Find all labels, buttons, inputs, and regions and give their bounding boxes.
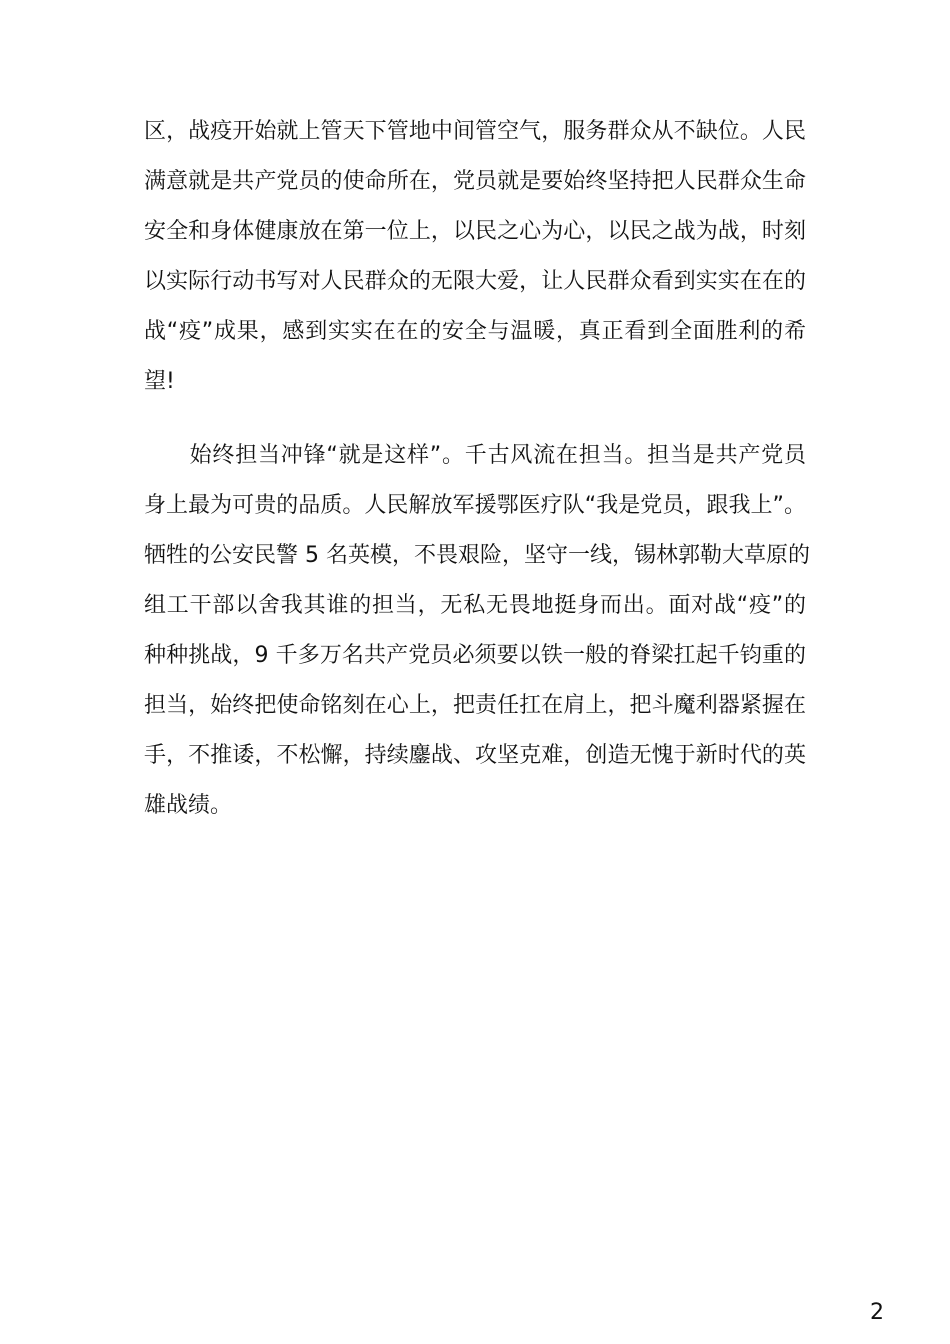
paragraph-1-line-5: 战“疫”成果，感到实实在在的安全与温暖，真正看到全面胜利的希 (144, 319, 806, 344)
paragraph-2-line-6: 担当，始终把使命铭刻在心上，把责任扛在肩上，把斗魔利器紧握在 (144, 693, 806, 718)
paragraph-1-line-1: 区，战疫开始就上管天下管地中间管空气，服务群众从不缺位。人民 (144, 119, 806, 144)
paragraph-2-line-5: 种种挑战，9 千多万名共产党员必须要以铁一般的脊梁扛起千钧重的 (144, 643, 806, 668)
paragraph-2-line-8: 雄战绩。 (144, 793, 233, 818)
paragraph-2-line-7: 手，不推诿，不松懈，持续鏖战、攻坚克难，创造无愧于新时代的英 (144, 743, 806, 768)
paragraph-2-line-2: 身上最为可贵的品质。人民解放军援鄂医疗队“我是党员，跟我上”。 (144, 493, 806, 518)
paragraph-1-line-4: 以实际行动书写对人民群众的无限大爱，让人民群众看到实实在在的 (144, 269, 806, 294)
page-number: 2 (870, 1300, 884, 1325)
paragraph-1-line-2: 满意就是共产党员的使命所在，党员就是要始终坚持把人民群众生命 (144, 169, 806, 194)
paragraph-2-line-1: 始终担当冲锋“就是这样”。千古风流在担当。担当是共产党员 (144, 443, 806, 468)
paragraph-1-line-6: 望! (144, 369, 175, 394)
paragraph-2-line-4: 组工干部以舍我其谁的担当，无私无畏地挺身而出。面对战“疫”的 (144, 593, 806, 618)
paragraph-1-line-3: 安全和身体健康放在第一位上，以民之心为心，以民之战为战，时刻 (144, 219, 806, 244)
paragraph-2-line-3: 牺牲的公安民警 5 名英模，不畏艰险，坚守一线，锡林郭勒大草原的 (144, 543, 810, 568)
